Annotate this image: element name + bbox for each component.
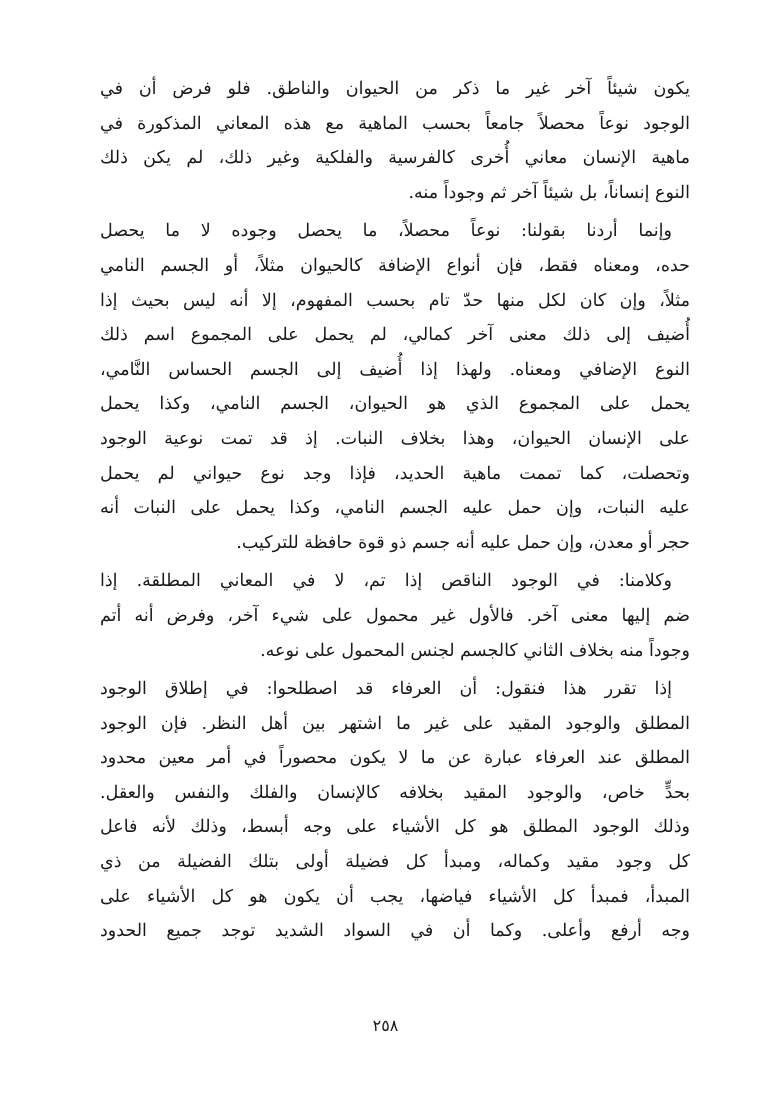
- text-line: ضم إليها معنى آخر. فالأول غير محمول على شيء آخر، وفرض أنه أتم: [100, 605, 690, 626]
- text-line: أُضيف إلى ذلك معنى آخر كمالي، لم يحمل على المجموع اسم ذلك: [100, 325, 690, 346]
- text-line: وجوداً منه بخلاف الثاني كالجسم لجنس المحمول على نوعه.: [260, 640, 690, 661]
- text-line: المطلق عند العرفاء عبارة عن ما لا يكون محصوراً في أمر معين محدود: [100, 748, 690, 769]
- text-line: وكلامنا: في الوجود الناقص إذا تم، لا في المعاني المطلقة. إذا: [100, 571, 672, 592]
- text-line: الوجود نوعاً محصلاً جامعاً بحسب الماهية مع هذه المعاني المذكورة في: [100, 113, 690, 134]
- text-line: عليه النبات، وإن حمل عليه الجسم النامي، وكذا يحمل على النبات أنه: [100, 498, 690, 519]
- text-line: ماهية الإنسان معاني أُخرى كالفرسية والفلكية وغير ذلك، لم يكن ذلك: [100, 148, 690, 169]
- text-line: وإنما أردنا بقولنا: نوعاً محصلاً، ما يحصل وجوده لا ما يحصل: [100, 221, 672, 242]
- document-page: [100, 72, 690, 953]
- text-line: يكون شيئاً آخر غير ما ذكر من الحيوان والناطق. فلو فرض أن في: [100, 79, 690, 99]
- page-number: ٢٥٨: [372, 1016, 399, 1035]
- text-line: حده، ومعناه فقط، فإن أنواع الإضافة كالحيوان مثلاً، أو الجسم النامي: [100, 255, 690, 276]
- text-line: المبدأ، فمبدأ كل الأشياء فياضها، يجب أن يكون هو كل الأشياء على: [100, 886, 690, 907]
- text-line: حجر أو معدن، وإن حمل عليه أنه جسم ذو قوة حافظة للتركيب.: [236, 532, 690, 553]
- text-line: وتحصلت، كما تممت ماهية الحديد، فإذا وجد نوع حيواني لم يحمل: [100, 463, 690, 484]
- text-line: وجه أرفع وأعلى. وكما أن في السواد الشديد توجد جميع الحدود: [100, 921, 690, 942]
- text-line: يحمل على المجموع الذي هو الحيوان، الجسم النامي، وكذا يحمل: [100, 394, 690, 415]
- text-line: إذا تقرر هذا فنقول: أن العرفاء قد اصطلحوا: في إطلاق الوجود: [100, 679, 672, 700]
- text-line: كل وجود مقيد وكماله، ومبدأ كل فضيلة أولى بتلك الفضيلة من ذي: [100, 852, 690, 873]
- text-line: على الإنسان الحيوان، وهذا بخلاف النبات. إذ قد تمت نوعية الوجود: [100, 428, 690, 449]
- paragraph-1: [100, 72, 690, 210]
- text-line: مثلاً، وإن كان لكل منها حدّ تام بحسب المفهوم، إلا أنه ليس بحيث إذا: [100, 290, 690, 311]
- text-line: بحدٍّ خاص، والوجود المقيد بخلافه كالإنسان والفلك والنفس والعقل.: [100, 782, 690, 803]
- paragraph-3: [100, 564, 690, 668]
- paragraph-4: [100, 672, 690, 949]
- text-line: النوع إنساناً، بل شيئاً آخر ثم وجوداً منه.: [408, 182, 690, 203]
- paragraph-2: [100, 214, 690, 560]
- text-line: النوع الإضافي ومعناه. ولهذا إذا أُضيف إلى الجسم الحساس النَّامي،: [100, 359, 690, 380]
- text-line: وذلك الوجود المطلق هو كل الأشياء على وجه أبسط، وذلك لأنه فاعل: [100, 817, 690, 838]
- text-line: المطلق والوجود المقيد على غير ما اشتهر بين أهل النظر. فإن الوجود: [100, 713, 690, 734]
